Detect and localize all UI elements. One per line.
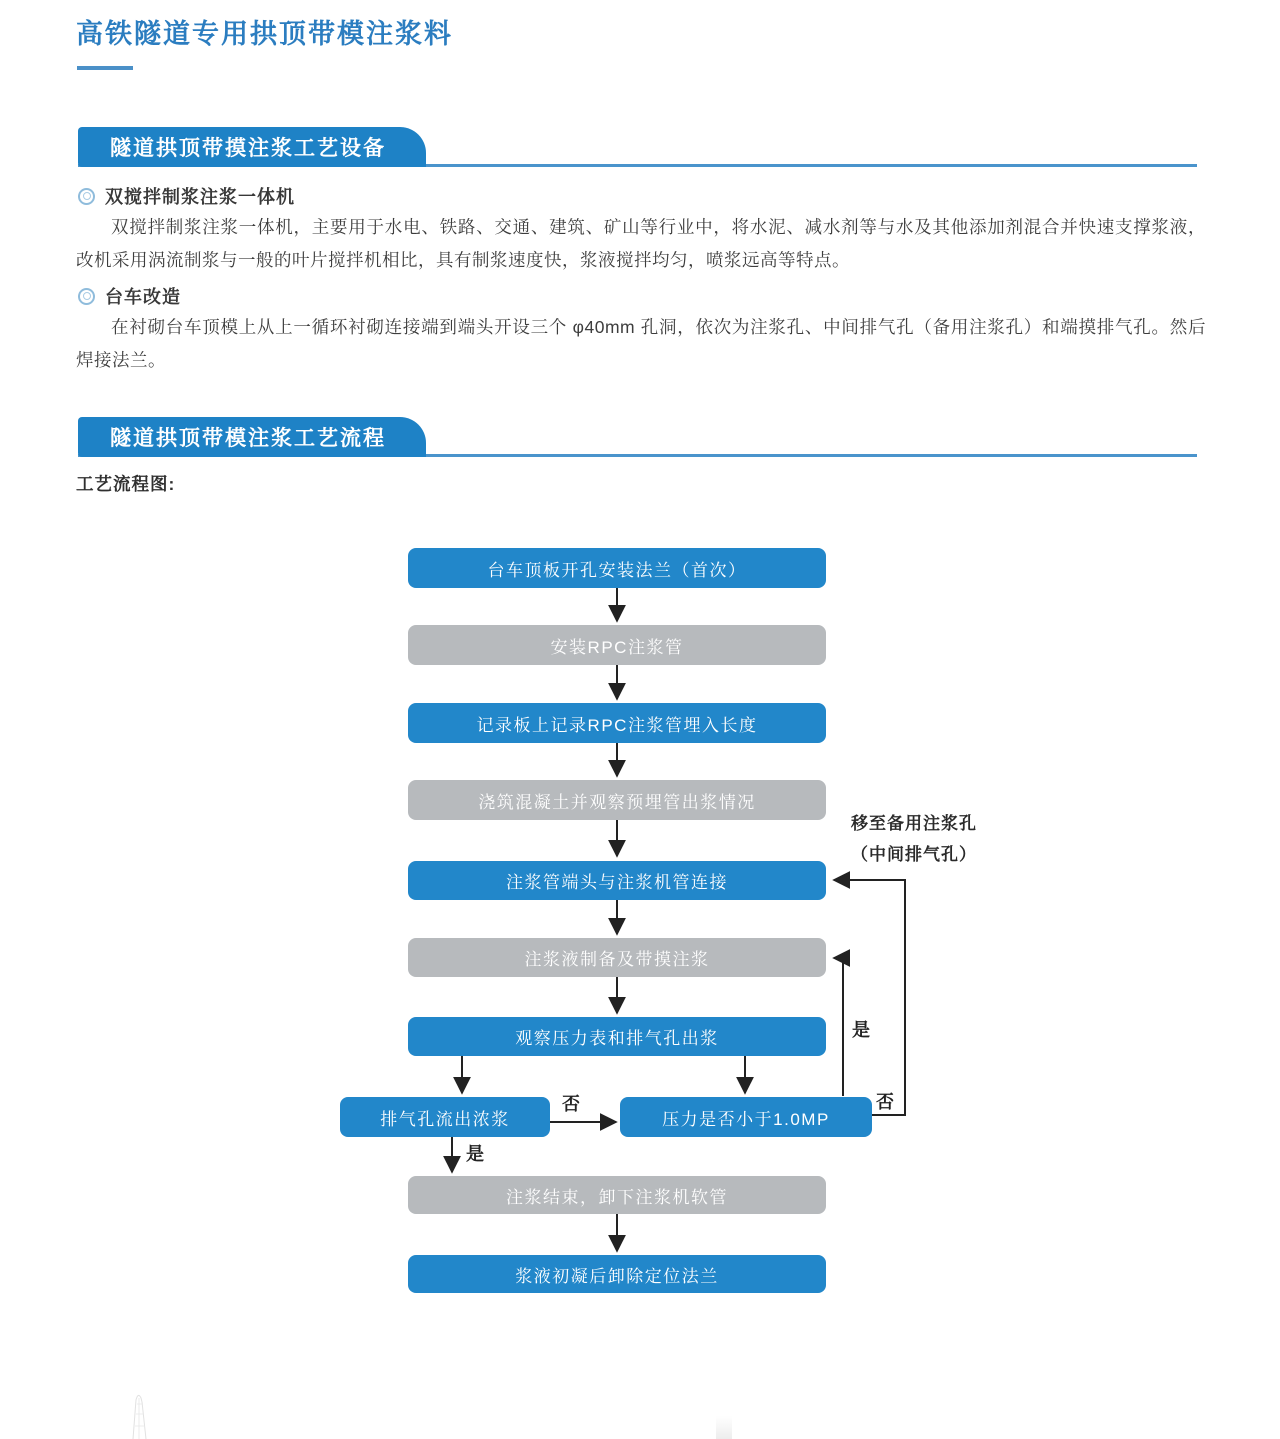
page-title: 高铁隧道专用拱顶带模注浆料 bbox=[76, 19, 453, 49]
bullet-equipment-machine bbox=[78, 183, 295, 209]
feedback-annotation bbox=[830, 808, 998, 870]
flow-step-pour-concrete: 浇筑混凝土并观察预埋管出浆情况 bbox=[408, 780, 826, 820]
feedback-annotation-line1: 移至备用注浆孔 bbox=[851, 814, 977, 833]
flow-step-finish-remove-hose: 注浆结束，卸下注浆机软管 bbox=[408, 1176, 826, 1214]
feedback-annotation-line2: （中间排气孔） bbox=[851, 845, 977, 864]
flow-decision-pressure-below-1mp: 压力是否小于1.0MP bbox=[620, 1097, 872, 1137]
flow-step-remove-flange: 浆液初凝后卸除定位法兰 bbox=[408, 1255, 826, 1293]
section2-header-banner: 隧道拱顶带模注浆工艺流程 bbox=[78, 417, 426, 457]
watermark-smudge bbox=[716, 1416, 732, 1439]
double-circle-bullet-icon bbox=[78, 288, 95, 305]
double-circle-bullet-icon bbox=[78, 188, 95, 205]
edge-label-yes-feedback: 是 bbox=[852, 1020, 870, 1040]
flow-step-prepare-grout: 注浆液制备及带摸注浆 bbox=[408, 938, 826, 977]
title-underline bbox=[77, 66, 133, 70]
edge-label-yes: 是 bbox=[466, 1144, 484, 1164]
flow-step-install-rpc-pipe: 安装RPC注浆管 bbox=[408, 625, 826, 665]
process-flowchart bbox=[0, 540, 1280, 1330]
flow-step-record-pipe-length: 记录板上记录RPC注浆管埋入长度 bbox=[408, 703, 826, 743]
flow-step-drill-install-flange: 台车顶板开孔安装法兰（首次） bbox=[408, 548, 826, 588]
flow-step-observe-pressure: 观察压力表和排气孔出浆 bbox=[408, 1017, 826, 1056]
flowchart-caption: 工艺流程图: bbox=[76, 474, 176, 494]
edge-label-no: 否 bbox=[562, 1094, 580, 1114]
flow-step-connect-grout-machine: 注浆管端头与注浆机管连接 bbox=[408, 861, 826, 900]
bullet-trolley-retrofit bbox=[78, 283, 181, 309]
section1-header-banner: 隧道拱顶带摸注浆工艺设备 bbox=[78, 127, 426, 167]
paragraph-machine-description: 双搅拌制浆注浆一体机，主要用于水电、铁路、交通、建筑、矿山等行业中，将水泥、减水剂等与水及其他添加剂混合并快速支撑浆液，改机采用涡流制浆与一般的叶片搅拌机相比，具有制浆速度快，浆液搅拌均匀，喷浆远高等特点。 bbox=[76, 217, 1206, 270]
bullet-heading: 双搅拌制浆注浆一体机 bbox=[105, 187, 295, 207]
paragraph-trolley-description: 在衬砌台车顶模上从上一循环衬砌连接端到端头开设三个 φ40mm 孔洞，依次为注浆孔、中间排气孔（备用注浆孔）和端摸排气孔。然后焊接法兰。 bbox=[76, 317, 1206, 370]
flow-decision-vent-thick-grout: 排气孔流出浓浆 bbox=[340, 1097, 550, 1137]
edge-label-no-feedback: 否 bbox=[876, 1092, 894, 1112]
watermark-building-sketch bbox=[115, 1390, 175, 1439]
bullet-heading: 台车改造 bbox=[105, 287, 181, 307]
